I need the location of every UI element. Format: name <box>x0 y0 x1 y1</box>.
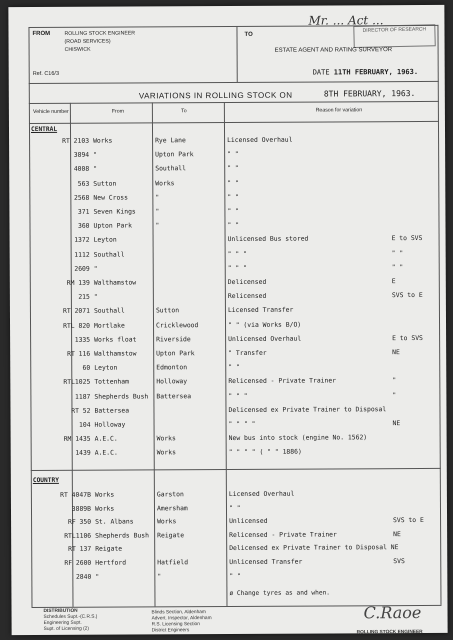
table-row <box>31 488 441 501</box>
to-depot: Edmonton <box>156 363 188 372</box>
from-depot: Walthamstow <box>93 278 137 287</box>
from-depot: Shepherds Bush <box>95 531 150 540</box>
from-line: CHISWICK <box>64 46 91 53</box>
vehicle-number: 104 <box>78 420 91 429</box>
to-depot: " <box>157 571 162 580</box>
reason-text: " " <box>228 363 240 372</box>
status-code: SVS to E <box>393 516 424 525</box>
reason-text: " " <box>227 192 239 201</box>
table-row <box>30 389 440 402</box>
reason-text: Unlicensed Overhaul <box>228 334 302 343</box>
from-depot: Upton Park <box>93 221 133 230</box>
vehicle-number: RF 350 <box>67 517 92 527</box>
table-row <box>30 262 440 275</box>
status-code: SVS to E <box>391 291 423 300</box>
status-code: NE <box>392 419 401 428</box>
reason-text: " " <box>227 164 239 173</box>
vehicle-number: RM 1435 <box>63 434 91 444</box>
vehicle-number: 4008 <box>73 165 90 174</box>
from-depot: " <box>93 292 98 301</box>
from-depot: Southall <box>93 306 125 316</box>
reason-text: " " <box>228 503 241 512</box>
distribution-item: Supt. of Licensing (2) <box>43 626 89 632</box>
table-row <box>29 191 439 204</box>
to-depot: Garston <box>156 490 184 499</box>
table-row <box>30 318 440 331</box>
from-depot: Battersea <box>94 406 130 415</box>
table-row <box>31 501 441 514</box>
from-depot: Shepherds Bush <box>94 392 149 401</box>
vehicle-number: 215 <box>78 292 90 301</box>
to-depot: " <box>155 193 160 202</box>
table-row <box>30 276 440 289</box>
to-depot: " <box>155 207 160 216</box>
vehicle-number: RT 2071 <box>62 307 90 316</box>
handwritten-annotation: Mr. ... Act ... <box>308 13 384 28</box>
from-depot: Reigate <box>95 544 123 554</box>
vehicle-number: RT 2103 <box>62 136 90 145</box>
reason-text: " " <box>229 571 241 580</box>
from-depot: " <box>93 165 98 174</box>
distribution-list <box>44 615 98 633</box>
status-code: " " <box>391 262 404 271</box>
status-code: " <box>392 376 397 385</box>
table-row <box>29 176 439 189</box>
from-depot: Works <box>94 490 115 499</box>
from-line: ROLLING STOCK ENGINEER <box>64 30 136 37</box>
from-depot: A.E.C. <box>94 434 118 443</box>
vehicle-number: 1372 <box>74 236 90 245</box>
section-central: CENTRAL <box>30 125 58 134</box>
reason-text: Licensed Overhaul <box>228 489 295 498</box>
from-depot: " <box>93 150 98 159</box>
to-depot: Sutton <box>155 306 180 315</box>
from-depot: Mortlake <box>94 321 125 330</box>
vehicle-number: 563 <box>77 179 90 188</box>
from-depot: St. Albans <box>95 517 134 526</box>
reason-text: " " " <box>227 249 247 258</box>
reason-text: " " <box>227 178 239 187</box>
vehicle-number: 360 <box>77 221 90 230</box>
signer-title: ROLLING STOCK ENGINEER <box>356 629 423 636</box>
date-value: 11TH FEBRUARY, 1963. <box>333 68 419 77</box>
col-from: From <box>111 108 124 115</box>
reason-text: " " " " <box>228 419 256 428</box>
from-depot: " <box>93 264 98 273</box>
table-row <box>30 347 440 360</box>
vehicle-number: 3889B <box>71 504 92 513</box>
table-row <box>31 446 441 459</box>
reason-text: " " <box>227 221 240 230</box>
status-code: E <box>391 277 396 286</box>
reason-text: " " <box>227 150 239 159</box>
status-code: E to SVS <box>392 333 423 342</box>
page-title: VARIATIONS IN ROLLING STOCK ON <box>138 90 293 101</box>
section-country: COUNTRY <box>32 476 59 485</box>
reference: Ref. C16/3 <box>32 70 60 78</box>
vehicle-number: 371 <box>77 207 90 216</box>
table-row <box>29 205 439 218</box>
col-reason: Reason for variation <box>315 107 363 114</box>
from-depot: Walthamstow <box>94 349 137 358</box>
to-depot: Works <box>157 517 177 526</box>
table-row <box>29 148 439 161</box>
reason-text: Relicensed <box>227 291 267 301</box>
to-depot: Battersea <box>156 391 192 400</box>
table-row <box>30 304 440 317</box>
vehicle-number: RT 4047B <box>60 490 91 499</box>
reason-text: Licensed Overhaul <box>227 135 293 145</box>
memo-date <box>313 68 418 77</box>
vehicle-number: 2840 <box>75 572 92 581</box>
reason-text: Unlicensed Transfer <box>229 557 303 566</box>
reason-text: " " <box>227 206 239 216</box>
to-depot: Hatfield <box>157 558 189 567</box>
distribution-item: Advert. Inspector, Aldenham <box>151 616 212 622</box>
from-depot: Tottenham <box>94 377 129 387</box>
from-line: (ROAD SERVICES) <box>64 38 111 45</box>
from-depot: Sutton <box>93 179 117 188</box>
table-row <box>31 542 441 555</box>
vehicle-number: 1439 <box>75 449 91 458</box>
distribution-list-2 <box>152 610 212 634</box>
from-depot: Holloway <box>94 420 126 429</box>
from-depot: Works <box>94 504 115 513</box>
vehicle-number: 3894 <box>73 150 90 159</box>
table-row <box>31 418 441 431</box>
vehicle-number: RT 52 <box>71 406 91 415</box>
to-depot: Upton Park <box>156 349 195 358</box>
to-depot: Amersham <box>156 503 188 512</box>
reason-text: New bus into stock (engine No. 1562) <box>228 433 368 443</box>
from-depot: A.E.C. <box>94 448 118 458</box>
table-row <box>30 404 440 417</box>
table-row <box>29 162 439 175</box>
reason-text: Delicensed <box>227 277 267 287</box>
distribution-item: District Engineers <box>151 628 190 634</box>
distribution-item: Schedules Supt.-(C.R.S.) <box>43 614 98 620</box>
table-row <box>30 247 440 260</box>
to-depot: Southall <box>155 164 187 173</box>
from-depot: Hertford <box>95 558 127 567</box>
table-row <box>31 556 441 569</box>
status-code: NE <box>392 348 400 357</box>
from-label: FROM <box>32 30 51 38</box>
reason-text: " " (via Works B/O) <box>228 320 302 329</box>
table-row <box>31 432 441 445</box>
from-depot: " <box>95 572 100 581</box>
to-depot: Works <box>156 434 176 443</box>
signature: C.Raoe <box>363 602 422 623</box>
vehicle-number: RF 2600 <box>64 558 92 567</box>
col-to: To <box>181 108 187 115</box>
status-code: " " <box>391 248 404 257</box>
reason-text: Relicensed - Private Trainer <box>229 530 337 539</box>
from-address <box>64 29 135 53</box>
to-depot: Works <box>156 448 176 457</box>
date-label: DATE <box>312 68 330 77</box>
to-depot: Upton Park <box>155 150 194 159</box>
reason-text: Delicensed ex Private Trainer to Disposal NE <box>229 543 399 553</box>
vehicle-number: 60 <box>82 363 91 372</box>
vehicle-number: 1335 <box>74 335 91 344</box>
reason-text: " " " <box>227 263 247 272</box>
vehicle-number: RTL1106 <box>64 531 92 540</box>
to-label: TO <box>244 31 253 38</box>
to-depot: Works <box>155 178 175 187</box>
received-stamp: DIRECTOR OF RESEARCH <box>353 24 435 48</box>
reason-text: " Transfer <box>228 348 267 357</box>
table-row <box>30 375 440 388</box>
from-depot: Works <box>93 136 113 145</box>
distribution-item: R.S. Licensing Section <box>151 622 200 628</box>
to-depot: Reigate <box>157 531 185 540</box>
memo-sheet <box>8 5 447 635</box>
reason-text: Relicensed - Private Trainer <box>228 376 337 386</box>
table-row <box>31 529 441 542</box>
to-recipient: ESTATE AGENT AND RATING SURVEYOR <box>274 47 393 54</box>
from-depot: Seven Kings <box>93 207 136 216</box>
table-row <box>29 219 439 232</box>
table-row <box>31 569 441 582</box>
status-code: NE <box>393 529 401 538</box>
distribution-item: Blinds Section, Aldenham <box>151 610 206 616</box>
table-row <box>29 134 439 147</box>
table-row <box>30 333 440 346</box>
vehicle-number: RTL 820 <box>63 321 91 330</box>
reason-text: Unlicensed Bus stored <box>227 234 309 244</box>
to-depot: Cricklewood <box>156 320 199 329</box>
status-code: E to SVS <box>391 234 423 243</box>
distribution-item: Engineering Supt. <box>43 620 82 626</box>
vehicle-number: 1112 <box>74 250 90 259</box>
table-row <box>30 361 440 374</box>
to-depot: Rye Lane <box>155 136 186 145</box>
from-depot: Southall <box>93 250 125 259</box>
to-depot: Riverside <box>156 334 191 344</box>
vehicle-number: RT 137 <box>68 545 92 554</box>
to-depot: " <box>155 221 160 230</box>
vehicle-number: RM 139 <box>66 278 90 287</box>
vehicle-number: 2568 <box>73 193 90 202</box>
from-depot: Works float <box>94 335 137 344</box>
table-row <box>31 515 441 528</box>
vehicle-number: 2609 <box>74 264 90 273</box>
reason-text: Unlicensed <box>229 516 268 526</box>
vehicle-number: 1187 <box>74 392 91 401</box>
from-depot: Leyton <box>93 235 117 245</box>
reason-text: Delicensed ex Private Trainer to Disposal <box>228 404 387 414</box>
title-date: 8TH FEBRUARY, 1963. <box>323 89 416 99</box>
status-code: " <box>392 390 397 399</box>
distribution-title: DISTRIBUTION <box>43 608 78 614</box>
table-row <box>30 233 440 246</box>
reason-text: Licensed Transfer <box>227 306 294 315</box>
reason-text: " " " <box>228 391 248 400</box>
table-row <box>30 290 440 303</box>
col-vehicle: Vehicle number <box>33 108 69 116</box>
vehicle-number: RT 116 <box>67 349 91 358</box>
from-depot: Leyton <box>94 363 118 372</box>
from-depot: New Cross <box>93 193 129 202</box>
vehicle-number: RTL1025 <box>63 378 91 387</box>
reason-text: " " " " ( " " 1886) <box>228 448 302 457</box>
status-code: SVS <box>393 557 405 566</box>
to-depot: Holloway <box>156 377 188 386</box>
note: ø Change tyres as and when. <box>229 589 331 597</box>
